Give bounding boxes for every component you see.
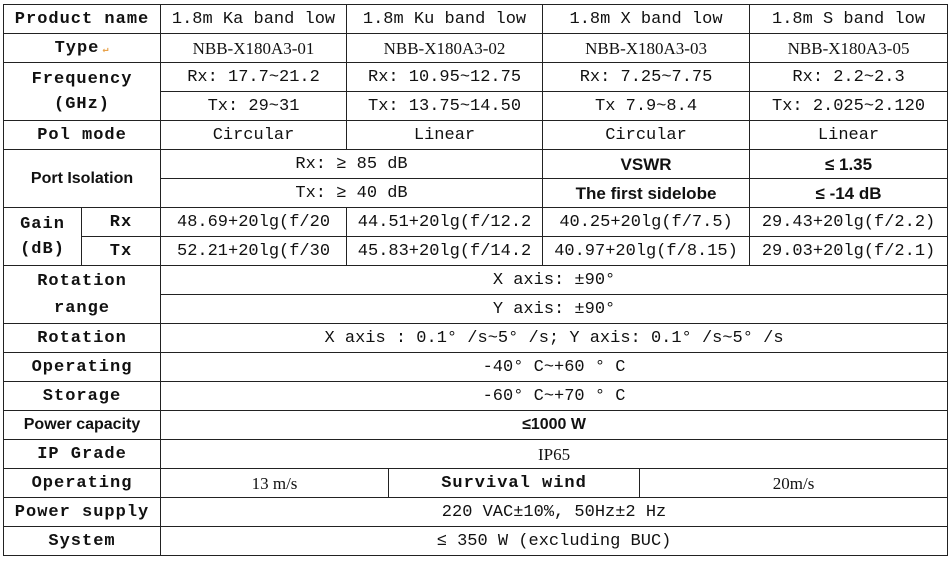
storage-temp-value: -60° C~+70 ° C [161,382,948,411]
frequency-tx-x: Tx 7.9~8.4 [543,92,750,121]
survival-wind-label: Survival wind [389,469,640,498]
row-product-name [4,5,948,34]
row-pol-mode [4,121,948,150]
row-rotation-speed [4,324,948,353]
power-capacity-value: ≤1000 W [161,411,948,440]
product-name-label: Product name [4,5,161,34]
gain-rx-s: 29.43+20lg(f/2.2) [750,208,948,237]
frequency-label: Frequency (GHz) [4,63,161,121]
type-x: NBB-X180A3-03 [543,34,750,63]
first-sidelobe-value: ≤ -14 dB [750,179,948,208]
vswr-value: ≤ 1.35 [750,150,948,179]
operating-temp-value: -40° C~+60 ° C [161,353,948,382]
rotation-range-label: Rotation range [4,266,161,324]
frequency-tx-ku: Tx: 13.75~14.50 [347,92,543,121]
power-supply-label: Power supply [4,498,161,527]
row-wind [4,469,948,498]
survival-wind-value: 20m/s [640,469,948,498]
frequency-rx-s: Rx: 2.2~2.3 [750,63,948,92]
rotation-speed-label: Rotation [4,324,161,353]
gain-tx-x: 40.97+20lg(f/8.15) [543,237,750,266]
rotation-range-x: X axis: ±90° [161,266,948,295]
gain-rx-label: Rx [82,208,161,237]
port-isolation-label: Port Isolation [4,150,161,208]
spec-table [3,4,948,556]
row-power-capacity [4,411,948,440]
product-name-s: 1.8m S band low [750,5,948,34]
row-system-power [4,527,948,556]
vswr-label: VSWR [543,150,750,179]
frequency-tx-s: Tx: 2.025~2.120 [750,92,948,121]
operating-wind-label: Operating [4,469,161,498]
system-power-value: ≤ 350 W (excluding BUC) [161,527,948,556]
product-name-ka: 1.8m Ka band low [161,5,347,34]
rotation-speed-value: X axis : 0.1° /s~5° /s; Y axis: 0.1° /s~5° /s [161,324,948,353]
frequency-rx-ka: Rx: 17.7~21.2 [161,63,347,92]
gain-tx-s: 29.03+20lg(f/2.1) [750,237,948,266]
type-label: Type ↵ [4,34,161,63]
port-isolation-tx: Tx: ≥ 40 dB [161,179,543,208]
frequency-rx-ku: Rx: 10.95~12.75 [347,63,543,92]
ip-grade-label: IP Grade [4,440,161,469]
row-gain-tx [4,237,948,266]
gain-tx-ka: 52.21+20lg(f/30 [161,237,347,266]
first-sidelobe-label: The first sidelobe [543,179,750,208]
gain-label: Gain (dB) [4,208,82,266]
product-name-x: 1.8m X band low [543,5,750,34]
row-type [4,34,948,63]
row-storage-temp [4,382,948,411]
frequency-rx-x: Rx: 7.25~7.75 [543,63,750,92]
type-s: NBB-X180A3-05 [750,34,948,63]
row-gain-rx [4,208,948,237]
type-ku: NBB-X180A3-02 [347,34,543,63]
row-frequency-rx [4,63,948,92]
row-rotation-range-x [4,266,948,295]
pol-mode-ku: Linear [347,121,543,150]
gain-tx-ku: 45.83+20lg(f/14.2 [347,237,543,266]
rotation-range-y: Y axis: ±90° [161,295,948,324]
system-power-label: System [4,527,161,556]
storage-temp-label: Storage [4,382,161,411]
gain-tx-label: Tx [82,237,161,266]
pol-mode-label: Pol mode [4,121,161,150]
frequency-tx-ka: Tx: 29~31 [161,92,347,121]
pol-mode-ka: Circular [161,121,347,150]
ip-grade-value: IP65 [161,440,948,469]
power-supply-value: 220 VAC±10%, 50Hz±2 Hz [161,498,948,527]
pol-mode-s: Linear [750,121,948,150]
row-ip-grade [4,440,948,469]
gain-rx-ku: 44.51+20lg(f/12.2 [347,208,543,237]
spec-table-wrapper [3,4,948,556]
port-isolation-rx: Rx: ≥ 85 dB [161,150,543,179]
row-power-supply [4,498,948,527]
power-capacity-label: Power capacity [4,411,161,440]
row-operating-temp [4,353,948,382]
product-name-ku: 1.8m Ku band low [347,5,543,34]
operating-wind-value: 13 m/s [161,469,389,498]
pol-mode-x: Circular [543,121,750,150]
gain-rx-x: 40.25+20lg(f/7.5) [543,208,750,237]
operating-temp-label: Operating [4,353,161,382]
row-port-isolation-rx [4,150,948,179]
type-ka: NBB-X180A3-01 [161,34,347,63]
gain-rx-ka: 48.69+20lg(f/20 [161,208,347,237]
